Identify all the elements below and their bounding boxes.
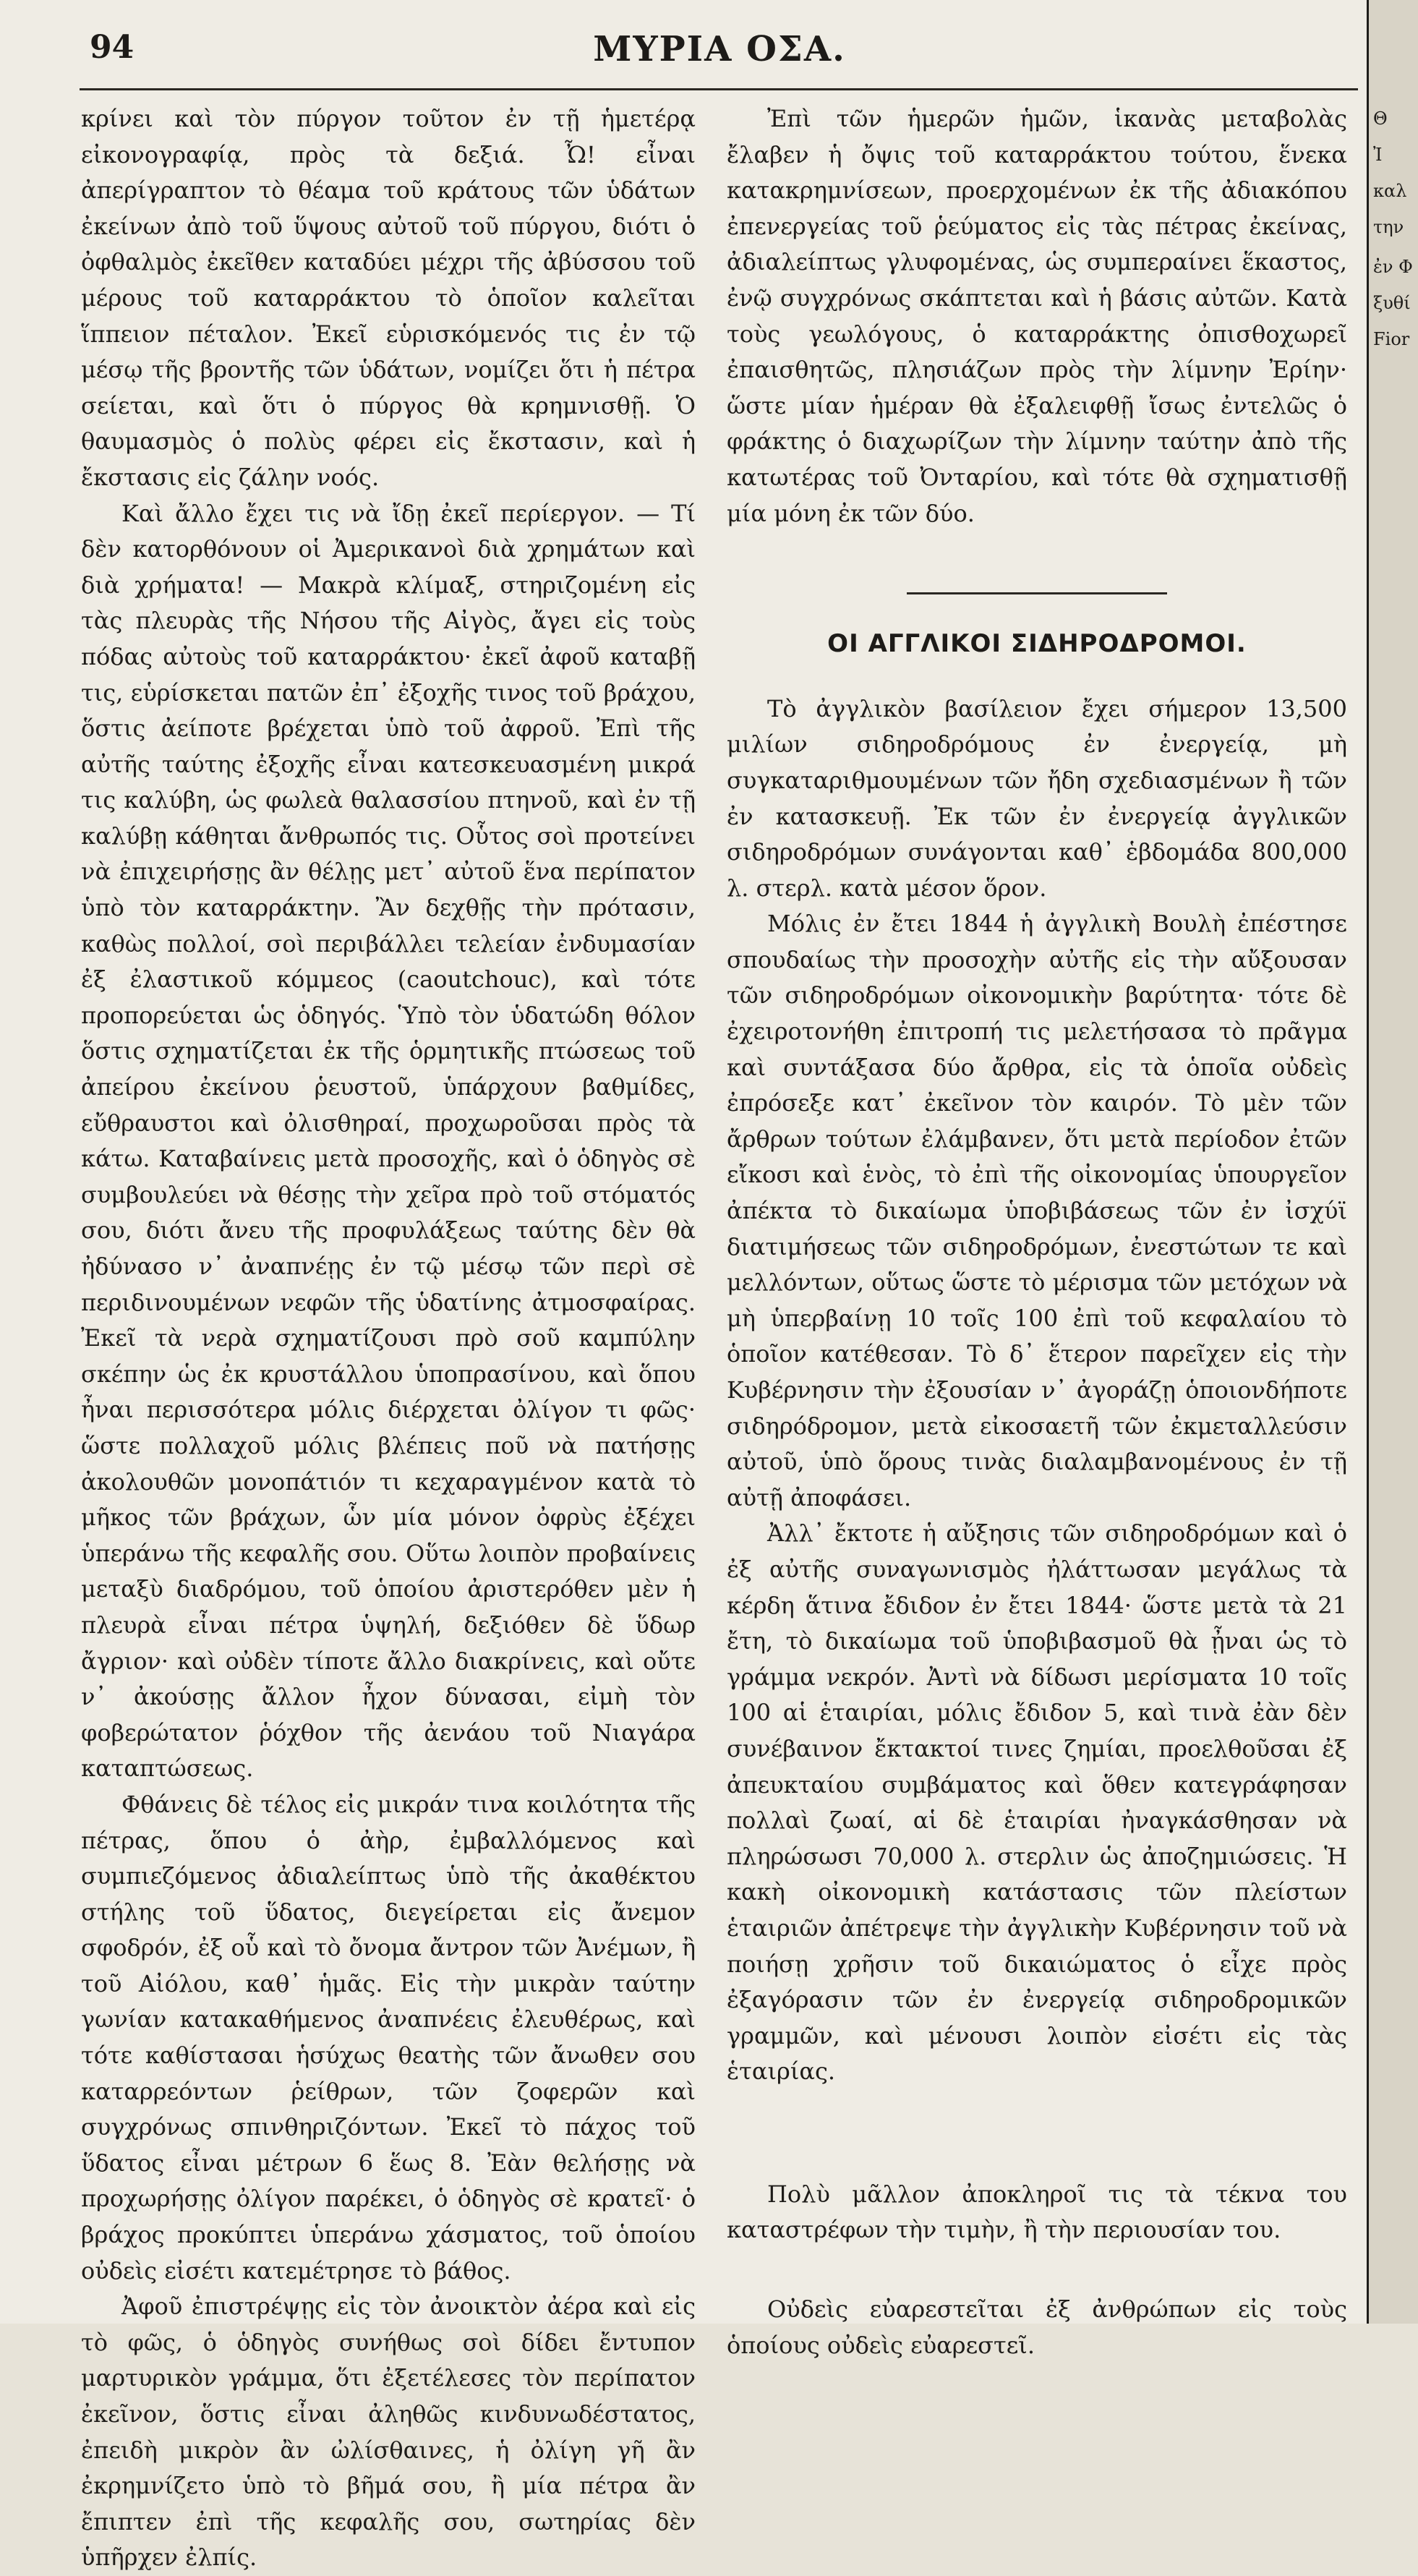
- paragraph: Ἀφοῦ ἐπιστρέψῃς εἰς τὸν ἀνοικτὸν ἀέρα καὶ εἰς τὸ φῶς, ὁ ὁδηγὸς συνήθως σοὶ δίδει ἔντυπον μαρτυρικὸν γράμμα, ὅτι ἐξετέλεσες τὸν περίπατον ἐκεῖνον, ὅστις εἶναι ἀληθῶς κινδυνωδέστατος, ἐπειδὴ μικρὸν ἂν ὠλίσθαινες, ἡ ὀλίγη γῆ ἂν ἐκρημνίζετο ὑπὸ τὸ βῆμά σου, ἢ μία πέτρα ἂν ἔπιπτεν ἐπὶ τῆς κεφαλῆς σου, σωτηρίας δὲν ὑπῆρχεν ἐλπίς.: [81, 2293, 696, 2572]
- running-title: ΜΥΡΙΑ ΟΣΑ.: [593, 29, 846, 69]
- paragraph: Φθάνεις δὲ τέλος εἰς μικράν τινα κοιλότητα τῆς πέτρας, ὅπου ὁ ἀὴρ, ἐμβαλλόμενος καὶ συμπιεζόμενος ἀδιαλείπτως ὑπὸ τῆς ἀκαθέκτου στήλης τοῦ ὕδατος, διεγείρεται εἰς ἄνεμον σφοδρόν, ἐξ οὗ καὶ τὸ ὄνομα ἄντρον τῶν Ἀνέμων, ἢ τοῦ Αἰόλου, καθ᾿ ἡμᾶς. Εἰς τὴν μικρὰν ταύτην γωνίαν κατακαθήμενος ἀναπνέεις ἐλευθέρως, καὶ τότε καθίστασαι ἡσύχως θεατὴς τῶν ἄνωθεν σου καταρρεόντων ῥείθρων, τῶν ζοφερῶν καὶ συγχρόνως σπινθηριζόντων. Ἐκεῖ τὸ πάχος τοῦ ὕδατος εἶναι μέτρων 6 ἕως 8. Ἐὰν θελήσῃς νὰ προχωρήσῃς ὀλίγον παρέκει, ὁ ὁδηγὸς σὲ κρατεῖ· ὁ βράχος προκύπτει ὑπεράνω χάσματος, τοῦ ὁποίου οὐδεὶς εἰσέτι κατεμέτρησε τὸ βάθος.: [81, 1790, 696, 2285]
- paragraph: Ἐπὶ τῶν ἡμερῶν ἡμῶν, ἱκανὰς μεταβολὰς ἔλαβεν ἡ ὄψις τοῦ καταρράκτου τούτου, ἕνεκα κατακρημνίσεων, προερχομένων ἐκ τῆς ἀδιακόπου ἐπενεργείας τοῦ ῥεύματος εἰς τὰς πέτρας ἐκείνας, ἀδιαλείπτως γλυφομένας, ὡς συμπεραίνει ἕκαστος, ἐνῷ συγχρόνως σκάπτεται καὶ ἡ βάσις αὐτῶν. Κατὰ τοὺς γεωλόγους, ὁ καταρράκτης ὀπισθοχωρεῖ ἐπαισθητῶς, πλησιάζων πρὸς τὴν λίμνην Ἐρίην· ὥστε μίαν ἡμέραν θὰ ἐξαλειφθῇ ἴσως ἐντελῶς ὁ φράκτης ὁ διαχωρίζων τὴν λίμνην ταύτην ἀπὸ τῆς κατωτέρας τοῦ Ὀνταρίου, καὶ τότε θὰ σχηματισθῇ μία μόνη ἐκ τῶν δύο.: [727, 105, 1347, 527]
- edge-text: Ἰ: [1373, 145, 1383, 165]
- page-number: 94: [90, 29, 134, 66]
- paragraph: Ἀλλ᾿ ἔκτοτε ἡ αὔξησις τῶν σιδηροδρόμων καὶ ὁ ἐξ αὐτῆς συναγωνισμὸς ἠλάττωσαν μεγάλως τὰ κέρδη ἅτινα ἔδιδον ἐν ἔτει 1844· ὥστε μετὰ τὰ 21 ἔτη, τὸ δικαίωμα τοῦ ὑποβιβασμοῦ θὰ ᾖναι ὡς τὸ γράμμα νεκρόν. Ἀντὶ νὰ δίδωσι μερίσματα 10 τοῖς 100 αἱ ἑταιρίαι, μόλις ἔδιδον 5, καὶ τινὰ ἐὰν δὲν συνέβαινον ἔκτακτοί τινες ζημίαι, προελθοῦσαι ἐξ ἀπευκταίου συμβάματος καὶ ὅθεν κατεγράφησαν πολλαὶ ζωαί, αἱ δὲ ἑταιρίαι ἠναγκάσθησαν νὰ πληρώσωσι 70,000 λ. στερλιν ὡς ἀποζημιώσεις. Ἡ κακὴ οἰκονομικὴ κατάστασις τῶν πλείστων ἑταιριῶν ἀπέτρεψε τὴν ἀγγλικὴν Κυβέρνησιν τοῦ νὰ ποιήσῃ χρῆσιν τοῦ δικαιώματος ὁ εἶχε πρὸς ἐξαγόρασιν τῶν ἐν ἐνεργείᾳ σιδηροδρομικῶν γραμμῶν, καὶ μένουσι λοιπὸν εἰσέτι εἰς τὰς ἑταιρίας.: [727, 1519, 1347, 2086]
- edge-text: ἐν Φ: [1373, 257, 1413, 277]
- header-rule: [80, 88, 1358, 90]
- right-column: [727, 101, 1347, 2363]
- spacer: [727, 2248, 1347, 2292]
- paragraph: Καὶ ἄλλο ἔχει τις νὰ ἴδῃ ἐκεῖ περίεργον. — Τί δὲν κατορθόνουν οἱ Ἀμερικανοὶ διὰ χρημάτων καὶ διὰ χρήματα! — Μακρὰ κλίμαξ, στηριζομένη εἰς τὰς πλευρὰς τῆς Νήσου τῆς Αἰγὸς, ἄγει εἰς τοὺς πόδας αὐτοὺς τοῦ καταρράκτου· ἐκεῖ ἀφοῦ καταβῇ τις, εὑρίσκεται πατῶν ἐπ᾿ ἐξοχῆς τινος τοῦ βράχου, ὅστις ἀείποτε βρέχεται ὑπὸ τοῦ ἀφροῦ. Ἐπὶ τῆς αὐτῆς ταύτης ἐξοχῆς εἶναι κατεσκευασμένη μικρά τις καλύβη, ὡς φωλεὰ θαλασσίου πτηνοῦ, καὶ ἐν τῇ καλύβῃ κάθηται ἄνθρωπός τις. Οὗτος σοὶ προτείνει νὰ ἐπιχειρήσῃς ἂν θέλῃς μετ᾿ αὐτοῦ ἕνα περίπατον ὑπὸ τὸν καταρράκτην. Ἂν δεχθῇς τὴν πρότασιν, καθὼς πολλοί, σοὶ περιβάλλει τελείαν ἐνδυμασίαν ἐξ ἐλαστικοῦ κόμμεος (caoutchouc), καὶ τότε προπορεύεται ὡς ὁδηγός. Ὑπὸ τὸν ὑδατώδη θόλον ὅστις σχηματίζεται ἐκ τῆς ὁρμητικῆς πτώσεως τοῦ ἀπείρου ἐκείνου ῥευστοῦ, ὑπάρχουν βαθμίδες, εὔθραυστοι καὶ ὀλισθηραί, προχωροῦσαι πρὸς τὰ κάτω. Καταβαίνεις μετὰ προσοχῆς, καὶ ὁ ὁδηγὸς σὲ συμβουλεύει νὰ θέσῃς τὴν χεῖρα πρὸ τοῦ στόματός σου, διότι ἄνευ τῆς προφυλάξεως ταύτης δὲν θὰ ἠδύνασο ν᾿ ἀναπνέῃς ἐν τῷ μέσῳ τῶν περὶ σὲ περιδινουμένων νεφῶν τῆς ὑδατίνης ἀτμοσφαίρας. Ἐκεῖ τὰ νερὰ σχηματίζουσι πρὸ σοῦ καμπύλην σκέπην ὡς ἐκ κρυστάλλου ὑποπρασίνου, καὶ ὅπου ἦναι περισσότερα μόλις διέρχεται ὀλίγον τι φῶς· ὥστε πολλαχοῦ μόλις βλέπεις ποῦ νὰ πατήσῃς ἀκολουθῶν μονοπάτιόν τι κεχαραγμένον κατὰ τὸ μῆκος τῶν βράχων, ὧν μία μόνον ὀφρὺς ἐξέχει ὑπεράνω τῆς κεφαλῆς σου. Οὕτω λοιπὸν προβαίνεις μεταξὺ διαδρόμου, τοῦ ὁποίου ἀριστερόθεν μὲν ἡ πλευρὰ εἶναι πέτρα ὑψηλή, δεξιόθεν δὲ ὕδωρ ἄγριον· καὶ οὐδὲν τίποτε ἄλλο διακρίνεις, καὶ οὔτε ν᾿ ἀκούσῃς ἄλλον ἦχον δύνασαι, εἰμὴ τὸν φοβερώτατον ῥόχθον τῆς ἀενάου τοῦ Νιαγάρα καταπτώσεως.: [81, 499, 696, 1783]
- edge-text: ξυθί: [1373, 293, 1411, 313]
- edge-text: Fior: [1373, 329, 1410, 349]
- edge-text: Θ: [1373, 108, 1388, 129]
- section-title: ΟΙ ΑΓΓΛΙΚΟΙ ΣΙΔΗΡΟΔΡΟΜΟΙ.: [827, 629, 1247, 659]
- adjacent-page-edge: [1367, 0, 1418, 2324]
- edge-text: την: [1373, 217, 1404, 237]
- paragraph: Μόλις ἐν ἔτει 1844 ἡ ἀγγλικὴ Βουλὴ ἐπέστησε σπουδαίως τὴν προσοχὴν αὐτῆς εἰς τὴν αὔξουσαν τῶν σιδηροδρόμων οἰκονομικὴν βαρύτητα· τότε δὲ ἐχειροτονήθη ἐπιτροπή τις μελετήσασα τὸ πρᾶγμα καὶ συντάξασα δύο ἄρθρα, εἰς τὰ ὁποῖα οὐδεὶς ἐπρόσεξε κατ᾿ ἐκεῖνον τὸν καιρόν. Τὸ μὲν τῶν ἄρθρων τούτων ἐλάμβανεν, ὅτι μετὰ περίοδον ἐτῶν εἴκοσι καὶ ἑνὸς, τὸ ἐπὶ τῆς οἰκονομίας ὑπουργεῖον ἀπέκτα τὸ δικαίωμα ὑποβιβάσεως τῶν ἐν ἰσχύϊ διατιμήσεως τῶν σιδηροδρόμων, ἐνεστώτων τε καὶ μελλόντων, οὕτως ὥστε τὸ μέρισμα τῶν μετόχων νὰ μὴ ὑπερβαίνῃ 10 τοῖς 100 ἐπὶ τοῦ κεφαλαίου τὸ ὁποῖον κατέθεσαν. Τὸ δ᾿ ἕτερον παρεῖχεν εἰς τὴν Κυβέρνησιν τὴν ἐξουσίαν ν᾿ ἀγοράζῃ ὁποιονδήποτε σιδηρόδρομον, μετὰ εἰκοσαετῆ τῶν ἐκμεταλλεύσιν αὐτοῦ, ὑπὸ ὅρους τινὰς διαλαμβανομένους ἐν τῇ αὐτῇ ἀποφάσει.: [727, 910, 1347, 1511]
- maxim: Πολὺ μᾶλλον ἀποκληροῖ τις τὰ τέκνα του καταστρέφων τὴν τιμὴν, ἢ τὴν περιουσίαν του.: [727, 2180, 1347, 2244]
- page-header: [80, 22, 1359, 87]
- paragraph: Τὸ ἀγγλικὸν βασίλειον ἔχει σήμερον 13,500 μιλίων σιδηροδρόμους ἐν ἐνεργείᾳ, μὴ συγκαταριθμουμένων τῶν ἤδη σχεδιασμένων ἢ τῶν ἐν κατασκευῇ. Ἐκ τῶν ἐν ἐνεργείᾳ ἀγγλικῶν σιδηροδρόμων συνάγονται καθ᾿ ἑβδομάδα 800,000 λ. στερλ. κατὰ μέσον ὅρον.: [727, 694, 1347, 902]
- left-column: [81, 101, 696, 2576]
- maxim: Οὐδεὶς εὐαρεστεῖται ἐξ ἀνθρώπων εἰς τοὺς ὁποίους οὐδεὶς εὐαρεστεῖ.: [727, 2295, 1347, 2359]
- edge-text: καλ: [1373, 181, 1407, 201]
- spacer: [727, 2090, 1347, 2177]
- section-divider: [907, 592, 1167, 594]
- paragraph: κρίνει καὶ τὸν πύργον τοῦτον ἐν τῇ ἡμετέρᾳ εἰκονογραφίᾳ, πρὸς τὰ δεξιά. Ὦ! εἶναι ἀπερίγραπτον τὸ θέαμα τοῦ κράτους τῶν ὑδάτων ἐκείνων ἀπὸ τοῦ ὕψους αὐτοῦ τοῦ πύργου, διότι ὁ ὀφθαλμὸς ἐκεῖθεν καταδύει μέχρι τῆς ἀβύσσου τοῦ μέρους τοῦ καταρράκτου τὸ ὁποῖον καλεῖται ἵππειον πέταλον. Ἐκεῖ εὑρισκόμενός τις ἐν τῷ μέσῳ τῆς βροντῆς τῶν ὑδάτων, νομίζει ὅτι ἡ πέτρα σείεται, καὶ ὅτι ὁ πύργος θὰ κρημνισθῇ. Ὁ θαυμασμὸς ὁ πολὺς φέρει εἰς ἔκστασιν, καὶ ἡ ἔκστασις εἰς ζάλην νοός.: [81, 105, 696, 491]
